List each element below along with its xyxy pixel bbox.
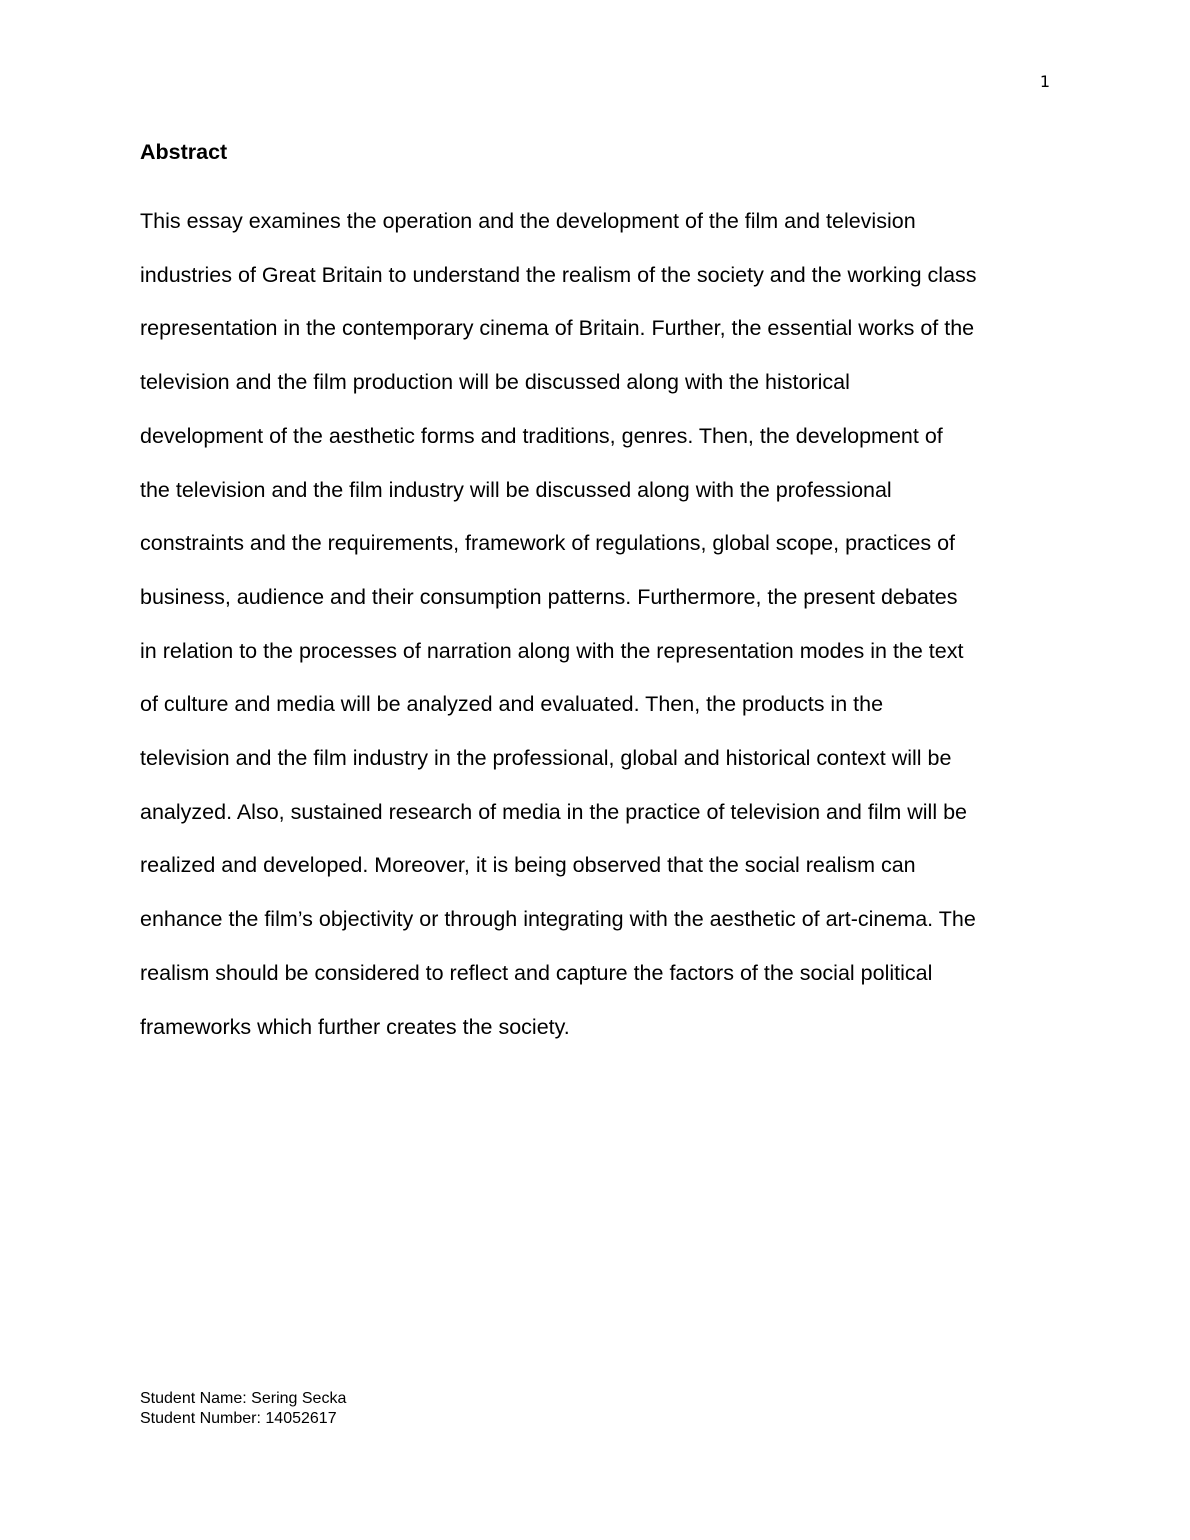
abstract-heading: Abstract [140,140,228,164]
abstract-line: of culture and media will be analyzed and evaluated. Then, the products in the [140,692,884,717]
page-footer [140,1389,346,1429]
abstract-line: realism should be considered to reflect and capture the factors of the social political [140,960,933,985]
abstract-paragraph [140,195,1060,1054]
abstract-line: industries of Great Britain to understand the realism of the society and the working class [140,262,977,287]
student-name: Student Name: Sering Secka [140,1390,347,1407]
abstract-line: realized and developed. Moreover, it is being observed that the social realism can [140,853,916,878]
abstract-line: frameworks which further creates the society. [140,1014,570,1039]
abstract-line: representation in the contemporary cinema of Britain. Further, the essential works of the [140,316,975,341]
abstract-line: business, audience and their consumption patterns. Furthermore, the present debates [140,584,958,609]
student-number: Student Number: 14052617 [140,1410,337,1427]
abstract-line: in relation to the processes of narration along with the representation modes in the text [140,638,964,663]
abstract-line: constraints and the requirements, framework of regulations, global scope, practices of [140,531,956,556]
abstract-line: This essay examines the operation and the development of the film and television [140,209,916,233]
abstract-line: television and the film production will be discussed along with the historical [140,370,850,395]
abstract-line: enhance the film’s objectivity or through integrating with the aesthetic of art-cinema. The [140,907,976,932]
abstract-line: the television and the film industry will be discussed along with the professional [140,477,892,502]
abstract-line: analyzed. Also, sustained research of media in the practice of television and film will be [140,799,967,824]
abstract-line: television and the film industry in the professional, global and historical context will be [140,746,952,771]
page-number: 1 [1039,72,1050,91]
abstract-line: development of the aesthetic forms and traditions, genres. Then, the development of [140,423,943,448]
